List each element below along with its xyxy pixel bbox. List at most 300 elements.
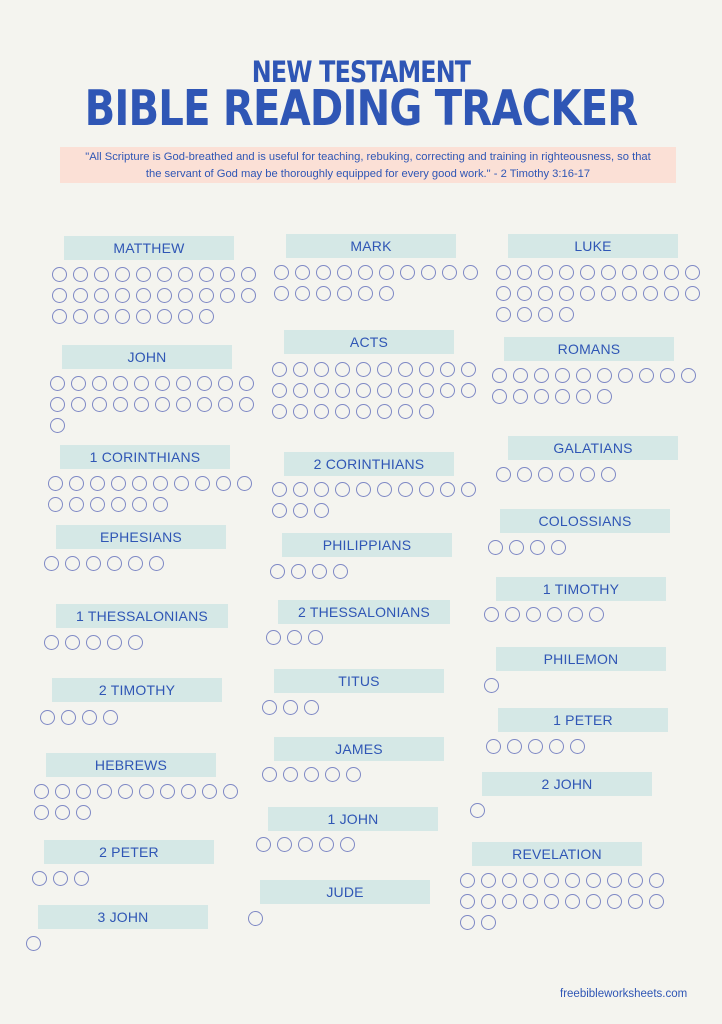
chapter-checkbox[interactable]	[488, 540, 503, 555]
chapter-checkbox[interactable]	[565, 873, 580, 888]
chapter-checkbox[interactable]	[618, 368, 633, 383]
chapter-checkbox[interactable]	[107, 556, 122, 571]
chapter-checkbox[interactable]	[293, 503, 308, 518]
chapter-checkbox[interactable]	[304, 767, 319, 782]
book-1-corinthians	[60, 445, 230, 469]
chapter-checkbox[interactable]	[538, 286, 553, 301]
chapter-checkbox[interactable]	[639, 368, 654, 383]
chapter-checkbox[interactable]	[90, 476, 105, 491]
chapter-checkbox[interactable]	[113, 376, 128, 391]
chapter-checkbox[interactable]	[484, 607, 499, 622]
chapter-checkbox[interactable]	[92, 397, 107, 412]
chapter-checkbox[interactable]	[55, 805, 70, 820]
chapter-checkbox[interactable]	[149, 556, 164, 571]
book-label: 3 JOHN	[38, 905, 208, 929]
book-philemon	[496, 647, 666, 671]
chapter-checkbox[interactable]	[157, 267, 172, 282]
book-hebrews	[46, 753, 216, 777]
chapter-checkbox[interactable]	[86, 635, 101, 650]
chapter-checkbox[interactable]	[559, 307, 574, 322]
chapter-checkbox[interactable]	[97, 784, 112, 799]
chapter-checkbox[interactable]	[337, 286, 352, 301]
book-john	[62, 345, 232, 369]
chapter-checkbox[interactable]	[272, 482, 287, 497]
book-matthew	[64, 236, 234, 260]
chapter-checkbox[interactable]	[555, 389, 570, 404]
chapter-checkbox[interactable]	[94, 309, 109, 324]
book-label: 1 JOHN	[268, 807, 438, 831]
chapter-checkbox[interactable]	[481, 915, 496, 930]
book-galatians	[508, 436, 678, 460]
chapter-checkbox[interactable]	[71, 397, 86, 412]
chapter-checkbox[interactable]	[136, 288, 151, 303]
chapter-checkbox[interactable]	[481, 894, 496, 909]
chapter-checkbox[interactable]	[586, 873, 601, 888]
chapter-checkbox[interactable]	[293, 383, 308, 398]
chapter-checkbox[interactable]	[379, 265, 394, 280]
book-label: LUKE	[508, 234, 678, 258]
book-label: 1 TIMOTHY	[496, 577, 666, 601]
chapter-checkbox[interactable]	[53, 871, 68, 886]
chapter-checkbox[interactable]	[580, 467, 595, 482]
book-2-timothy	[52, 678, 222, 702]
chapter-checkbox[interactable]	[157, 309, 172, 324]
chapter-checkbox[interactable]	[622, 286, 637, 301]
chapter-checkbox[interactable]	[293, 362, 308, 377]
chapter-checkbox[interactable]	[628, 873, 643, 888]
chapter-checkbox[interactable]	[262, 700, 277, 715]
chapter-checkbox[interactable]	[356, 404, 371, 419]
chapter-checkbox[interactable]	[160, 784, 175, 799]
chapter-checkbox[interactable]	[115, 309, 130, 324]
chapter-checkbox[interactable]	[34, 784, 49, 799]
chapter-checkbox[interactable]	[586, 894, 601, 909]
chapter-checkbox[interactable]	[333, 564, 348, 579]
chapter-checkbox[interactable]	[685, 286, 700, 301]
chapter-checkbox[interactable]	[377, 383, 392, 398]
chapter-checkbox[interactable]	[115, 267, 130, 282]
book-label: REVELATION	[472, 842, 642, 866]
chapter-checkbox[interactable]	[576, 368, 591, 383]
chapter-checkbox[interactable]	[509, 540, 524, 555]
chapter-checkbox[interactable]	[155, 376, 170, 391]
chapter-checkbox[interactable]	[82, 710, 97, 725]
chapter-checkbox[interactable]	[178, 309, 193, 324]
chapter-checkbox[interactable]	[460, 894, 475, 909]
chapter-checkbox[interactable]	[576, 389, 591, 404]
chapter-checkbox[interactable]	[628, 894, 643, 909]
chapter-checkbox[interactable]	[601, 467, 616, 482]
chapter-checkbox[interactable]	[266, 630, 281, 645]
chapter-checkbox[interactable]	[356, 383, 371, 398]
chapter-checkbox[interactable]	[86, 556, 101, 571]
chapter-checkbox[interactable]	[523, 894, 538, 909]
book-colossians	[500, 509, 670, 533]
chapter-checkbox[interactable]	[461, 482, 476, 497]
chapter-checkbox[interactable]	[517, 467, 532, 482]
chapter-checkbox[interactable]	[421, 265, 436, 280]
chapter-checkbox[interactable]	[220, 267, 235, 282]
chapter-checkbox[interactable]	[52, 309, 67, 324]
chapter-checkbox[interactable]	[272, 362, 287, 377]
chapter-checkbox[interactable]	[132, 476, 147, 491]
chapter-checkbox[interactable]	[496, 265, 511, 280]
chapter-checkbox[interactable]	[442, 265, 457, 280]
chapter-checkbox[interactable]	[69, 476, 84, 491]
chapter-checkbox[interactable]	[176, 376, 191, 391]
chapter-checkbox[interactable]	[48, 476, 63, 491]
chapter-checkbox[interactable]	[377, 404, 392, 419]
chapter-checkbox[interactable]	[291, 564, 306, 579]
chapter-checkbox[interactable]	[460, 915, 475, 930]
chapter-checkbox[interactable]	[496, 467, 511, 482]
chapter-checkbox[interactable]	[643, 286, 658, 301]
chapter-checkbox[interactable]	[223, 784, 238, 799]
chapter-checkbox[interactable]	[502, 894, 517, 909]
chapter-checkbox[interactable]	[308, 630, 323, 645]
chapter-checkbox[interactable]	[136, 309, 151, 324]
book-3-john	[38, 905, 208, 929]
chapter-checkbox[interactable]	[681, 368, 696, 383]
chapter-checkbox[interactable]	[601, 265, 616, 280]
chapter-checkbox[interactable]	[272, 503, 287, 518]
chapter-checkbox[interactable]	[314, 383, 329, 398]
chapter-checkbox[interactable]	[174, 476, 189, 491]
chapter-checkbox[interactable]	[218, 397, 233, 412]
chapter-checkbox[interactable]	[534, 389, 549, 404]
book-james	[274, 737, 444, 761]
chapter-checkbox[interactable]	[181, 784, 196, 799]
chapter-checkbox[interactable]	[502, 873, 517, 888]
chapter-checkbox[interactable]	[69, 497, 84, 512]
chapter-checkbox[interactable]	[34, 805, 49, 820]
chapter-checkbox[interactable]	[335, 482, 350, 497]
chapter-checkbox[interactable]	[287, 630, 302, 645]
chapter-checkbox[interactable]	[580, 286, 595, 301]
chapter-checkbox[interactable]	[274, 286, 289, 301]
chapter-checkbox[interactable]	[325, 767, 340, 782]
chapter-checkbox[interactable]	[272, 404, 287, 419]
chapter-checkbox[interactable]	[356, 362, 371, 377]
book-revelation	[472, 842, 642, 866]
chapter-checkbox[interactable]	[461, 383, 476, 398]
book-acts	[284, 330, 454, 354]
chapter-checkbox[interactable]	[419, 482, 434, 497]
chapter-checkbox[interactable]	[335, 404, 350, 419]
chapter-checkbox[interactable]	[52, 267, 67, 282]
chapter-checkbox[interactable]	[440, 362, 455, 377]
book-1-timothy	[496, 577, 666, 601]
chapter-checkbox[interactable]	[419, 383, 434, 398]
chapter-checkbox[interactable]	[570, 739, 585, 754]
chapter-checkbox[interactable]	[73, 267, 88, 282]
chapter-checkbox[interactable]	[55, 784, 70, 799]
chapter-checkbox[interactable]	[507, 739, 522, 754]
chapter-checkbox[interactable]	[73, 288, 88, 303]
chapter-checkbox[interactable]	[176, 397, 191, 412]
chapter-checkbox[interactable]	[277, 837, 292, 852]
book-1-thessalonians	[56, 604, 228, 628]
chapter-checkbox[interactable]	[538, 307, 553, 322]
chapter-checkbox[interactable]	[50, 397, 65, 412]
chapter-checkbox[interactable]	[505, 607, 520, 622]
chapter-checkbox[interactable]	[523, 873, 538, 888]
chapter-checkbox[interactable]	[115, 288, 130, 303]
chapter-checkbox[interactable]	[358, 265, 373, 280]
chapter-checkbox[interactable]	[481, 873, 496, 888]
chapter-checkbox[interactable]	[274, 265, 289, 280]
book-label: ROMANS	[504, 337, 674, 361]
chapter-checkbox[interactable]	[153, 497, 168, 512]
chapter-checkbox[interactable]	[178, 288, 193, 303]
chapter-checkbox[interactable]	[544, 894, 559, 909]
chapter-checkbox[interactable]	[76, 784, 91, 799]
chapter-checkbox[interactable]	[199, 309, 214, 324]
book-label: 2 TIMOTHY	[52, 678, 222, 702]
chapter-checkbox[interactable]	[293, 404, 308, 419]
chapter-checkbox[interactable]	[461, 362, 476, 377]
book-label: MARK	[286, 234, 456, 258]
chapter-checkbox[interactable]	[565, 894, 580, 909]
book-label: PHILEMON	[496, 647, 666, 671]
chapter-checkbox[interactable]	[94, 288, 109, 303]
chapter-checkbox[interactable]	[559, 286, 574, 301]
chapter-checkbox[interactable]	[440, 482, 455, 497]
chapter-checkbox[interactable]	[48, 497, 63, 512]
book-label: GALATIANS	[508, 436, 678, 460]
chapter-checkbox[interactable]	[419, 404, 434, 419]
chapter-checkbox[interactable]	[528, 739, 543, 754]
chapter-checkbox[interactable]	[76, 805, 91, 820]
chapter-checkbox[interactable]	[513, 389, 528, 404]
chapter-checkbox[interactable]	[107, 635, 122, 650]
chapter-checkbox[interactable]	[335, 362, 350, 377]
chapter-checkbox[interactable]	[643, 265, 658, 280]
chapter-checkbox[interactable]	[517, 307, 532, 322]
chapter-checkbox[interactable]	[239, 397, 254, 412]
chapter-checkbox[interactable]	[601, 286, 616, 301]
chapter-checkbox[interactable]	[544, 873, 559, 888]
chapter-checkbox[interactable]	[440, 383, 455, 398]
chapter-checkbox[interactable]	[547, 607, 562, 622]
chapter-checkbox[interactable]	[134, 397, 149, 412]
chapter-checkbox[interactable]	[538, 265, 553, 280]
chapter-checkbox[interactable]	[314, 503, 329, 518]
chapter-checkbox[interactable]	[32, 871, 47, 886]
chapter-checkbox[interactable]	[340, 837, 355, 852]
chapter-checkbox[interactable]	[111, 497, 126, 512]
chapter-checkbox[interactable]	[463, 265, 478, 280]
chapter-checkbox[interactable]	[50, 418, 65, 433]
chapter-checkbox[interactable]	[314, 482, 329, 497]
chapter-checkbox[interactable]	[61, 710, 76, 725]
chapter-checkbox[interactable]	[195, 476, 210, 491]
chapter-checkbox[interactable]	[649, 873, 664, 888]
chapter-checkbox[interactable]	[298, 837, 313, 852]
chapter-checkbox[interactable]	[555, 368, 570, 383]
book-mark	[286, 234, 456, 258]
chapter-checkbox[interactable]	[90, 497, 105, 512]
book-label: JAMES	[274, 737, 444, 761]
chapter-checkbox[interactable]	[622, 265, 637, 280]
chapter-checkbox[interactable]	[356, 482, 371, 497]
chapter-checkbox[interactable]	[197, 397, 212, 412]
page-title: BIBLE READING TRACKER	[84, 80, 638, 137]
chapter-checkbox[interactable]	[486, 739, 501, 754]
chapter-checkbox[interactable]	[92, 376, 107, 391]
chapter-checkbox[interactable]	[283, 767, 298, 782]
chapter-checkbox[interactable]	[664, 265, 679, 280]
chapter-checkbox[interactable]	[157, 288, 172, 303]
book-label: 1 CORINTHIANS	[60, 445, 230, 469]
chapter-checkbox[interactable]	[202, 784, 217, 799]
chapter-checkbox[interactable]	[398, 482, 413, 497]
chapter-checkbox[interactable]	[398, 362, 413, 377]
book-label: 1 THESSALONIANS	[56, 604, 228, 628]
chapter-checkbox[interactable]	[470, 803, 485, 818]
chapter-checkbox[interactable]	[492, 368, 507, 383]
chapter-checkbox[interactable]	[517, 265, 532, 280]
chapter-checkbox[interactable]	[128, 635, 143, 650]
chapter-checkbox[interactable]	[496, 286, 511, 301]
chapter-checkbox[interactable]	[337, 265, 352, 280]
chapter-checkbox[interactable]	[26, 936, 41, 951]
chapter-checkbox[interactable]	[312, 564, 327, 579]
chapter-checkbox[interactable]	[134, 376, 149, 391]
chapter-checkbox[interactable]	[484, 678, 499, 693]
website-footer: freebibleworksheets.com	[560, 988, 688, 1000]
chapter-checkbox[interactable]	[597, 368, 612, 383]
chapter-checkbox[interactable]	[94, 267, 109, 282]
book-ephesians	[56, 525, 226, 549]
chapter-checkbox[interactable]	[513, 368, 528, 383]
chapter-checkbox[interactable]	[178, 267, 193, 282]
chapter-checkbox[interactable]	[549, 739, 564, 754]
chapter-checkbox[interactable]	[492, 389, 507, 404]
chapter-checkbox[interactable]	[199, 288, 214, 303]
chapter-checkbox[interactable]	[139, 784, 154, 799]
scripture-quote	[60, 147, 676, 183]
chapter-checkbox[interactable]	[237, 476, 252, 491]
chapter-checkbox[interactable]	[314, 362, 329, 377]
chapter-checkbox[interactable]	[71, 376, 86, 391]
chapter-checkbox[interactable]	[272, 383, 287, 398]
chapter-checkbox[interactable]	[496, 307, 511, 322]
book-romans	[504, 337, 674, 361]
chapter-checkbox[interactable]	[270, 564, 285, 579]
chapter-checkbox[interactable]	[283, 700, 298, 715]
chapter-checkbox[interactable]	[526, 607, 541, 622]
chapter-checkbox[interactable]	[400, 265, 415, 280]
chapter-checkbox[interactable]	[377, 362, 392, 377]
chapter-checkbox[interactable]	[398, 404, 413, 419]
chapter-checkbox[interactable]	[358, 286, 373, 301]
chapter-checkbox[interactable]	[295, 265, 310, 280]
chapter-checkbox[interactable]	[607, 894, 622, 909]
chapter-checkbox[interactable]	[132, 497, 147, 512]
chapter-checkbox[interactable]	[256, 837, 271, 852]
chapter-checkbox[interactable]	[377, 482, 392, 497]
chapter-checkbox[interactable]	[664, 286, 679, 301]
chapter-checkbox[interactable]	[530, 540, 545, 555]
chapter-checkbox[interactable]	[50, 376, 65, 391]
chapter-checkbox[interactable]	[293, 482, 308, 497]
chapter-checkbox[interactable]	[103, 710, 118, 725]
chapter-checkbox[interactable]	[197, 376, 212, 391]
chapter-checkbox[interactable]	[113, 397, 128, 412]
chapter-checkbox[interactable]	[220, 288, 235, 303]
chapter-checkbox[interactable]	[517, 286, 532, 301]
chapter-checkbox[interactable]	[398, 383, 413, 398]
chapter-checkbox[interactable]	[216, 476, 231, 491]
chapter-checkbox[interactable]	[128, 556, 143, 571]
chapter-checkbox[interactable]	[660, 368, 675, 383]
chapter-checkbox[interactable]	[262, 767, 277, 782]
chapter-checkbox[interactable]	[346, 767, 361, 782]
chapter-checkbox[interactable]	[419, 362, 434, 377]
chapter-checkbox[interactable]	[40, 710, 55, 725]
book-2-peter	[44, 840, 214, 864]
chapter-checkbox[interactable]	[155, 397, 170, 412]
book-2-corinthians	[284, 452, 454, 476]
chapter-checkbox[interactable]	[534, 368, 549, 383]
chapter-checkbox[interactable]	[74, 871, 89, 886]
chapter-checkbox[interactable]	[538, 467, 553, 482]
book-label: 2 PETER	[44, 840, 214, 864]
chapter-checkbox[interactable]	[136, 267, 151, 282]
chapter-checkbox[interactable]	[218, 376, 233, 391]
chapter-checkbox[interactable]	[52, 288, 67, 303]
chapter-checkbox[interactable]	[118, 784, 133, 799]
chapter-checkbox[interactable]	[153, 476, 168, 491]
chapter-checkbox[interactable]	[316, 286, 331, 301]
chapter-checkbox[interactable]	[551, 540, 566, 555]
chapter-checkbox[interactable]	[589, 607, 604, 622]
book-label: EPHESIANS	[56, 525, 226, 549]
chapter-checkbox[interactable]	[44, 635, 59, 650]
chapter-checkbox[interactable]	[460, 873, 475, 888]
chapter-checkbox[interactable]	[304, 700, 319, 715]
chapter-checkbox[interactable]	[335, 383, 350, 398]
chapter-checkbox[interactable]	[73, 309, 88, 324]
chapter-checkbox[interactable]	[685, 265, 700, 280]
chapter-checkbox[interactable]	[295, 286, 310, 301]
chapter-checkbox[interactable]	[379, 286, 394, 301]
chapter-checkbox[interactable]	[199, 267, 214, 282]
chapter-checkbox[interactable]	[314, 404, 329, 419]
scripture-quote-line-2: the servant of God may be thoroughly equipped for every good work." - 2 Timothy 3:16-17	[145, 168, 591, 180]
chapter-checkbox[interactable]	[559, 265, 574, 280]
chapter-checkbox[interactable]	[649, 894, 664, 909]
chapter-checkbox[interactable]	[607, 873, 622, 888]
chapter-checkbox[interactable]	[248, 911, 263, 926]
book-1-john	[268, 807, 438, 831]
chapter-checkbox[interactable]	[239, 376, 254, 391]
chapter-checkbox[interactable]	[580, 265, 595, 280]
chapter-checkbox[interactable]	[241, 267, 256, 282]
chapter-checkbox[interactable]	[44, 556, 59, 571]
chapter-checkbox[interactable]	[241, 288, 256, 303]
chapter-checkbox[interactable]	[316, 265, 331, 280]
chapter-checkbox[interactable]	[597, 389, 612, 404]
chapter-checkbox[interactable]	[65, 635, 80, 650]
chapter-checkbox[interactable]	[319, 837, 334, 852]
chapter-checkbox[interactable]	[559, 467, 574, 482]
book-label: JUDE	[260, 880, 430, 904]
chapter-checkbox[interactable]	[111, 476, 126, 491]
chapter-checkbox[interactable]	[568, 607, 583, 622]
chapter-checkbox[interactable]	[65, 556, 80, 571]
